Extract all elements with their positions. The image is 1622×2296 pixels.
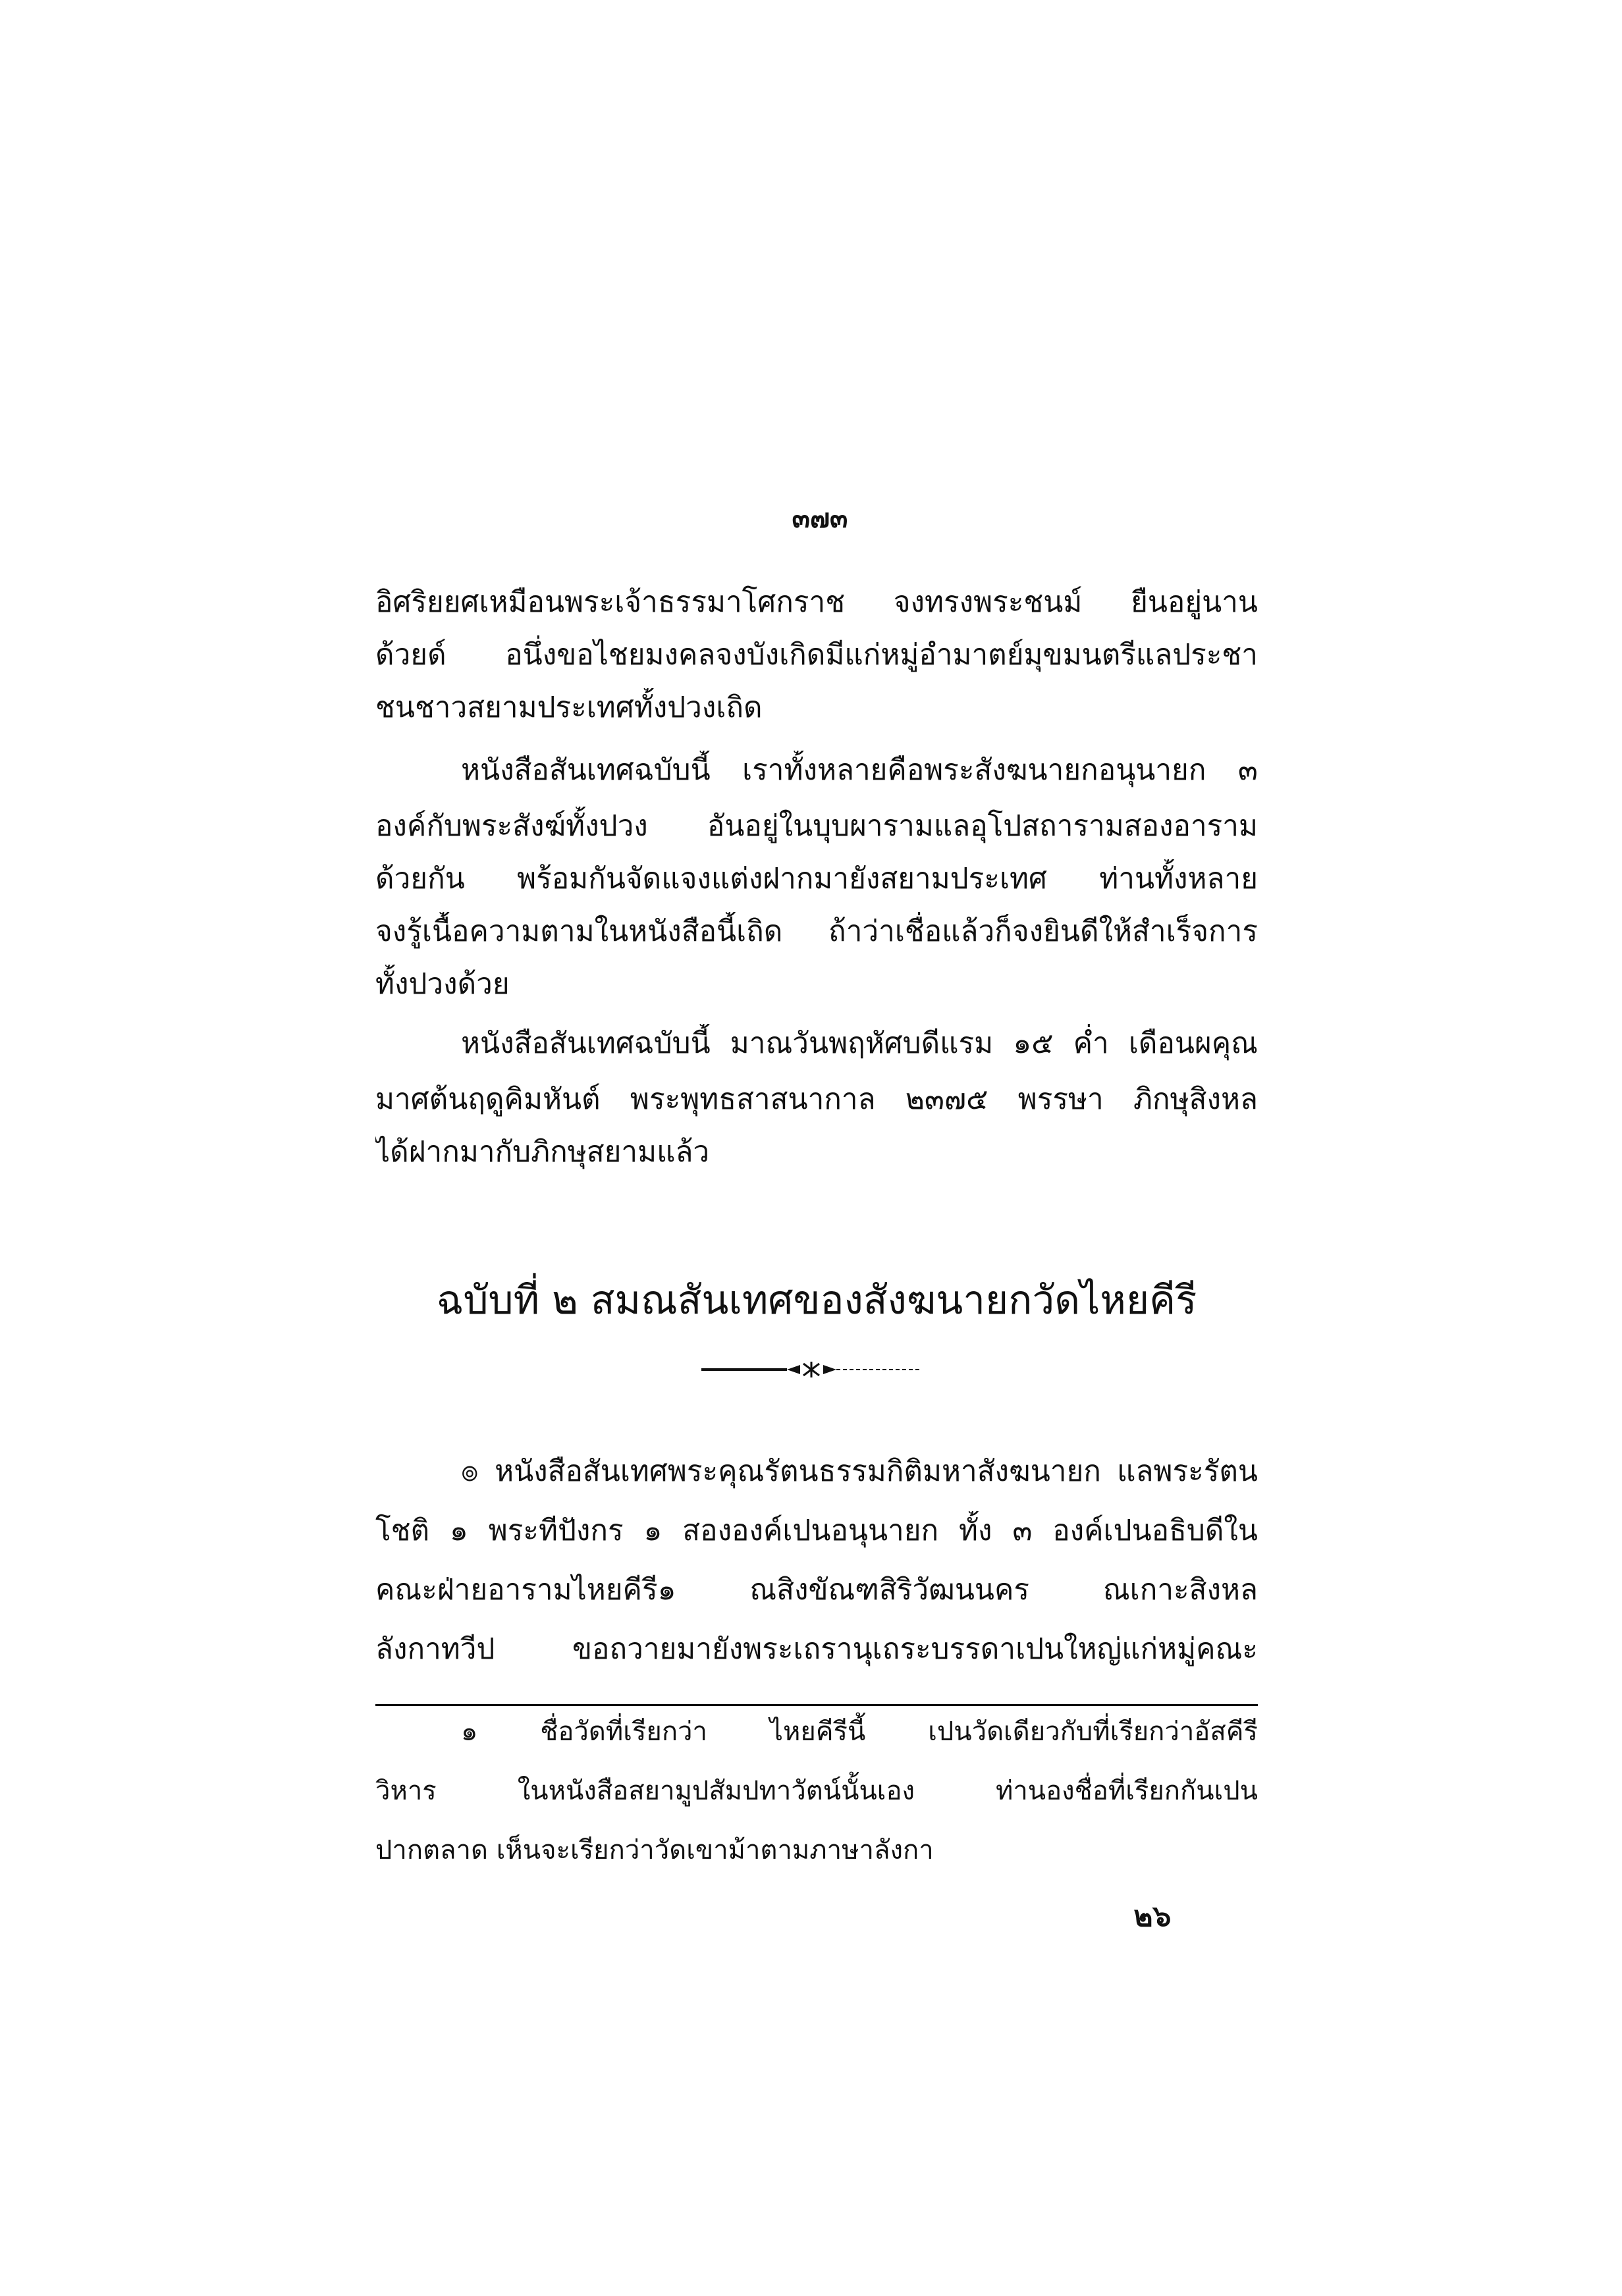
footnote-line: ปากตลาด เห็นจะเรียกว่าวัดเขาม้าตามภาษาลังกา bbox=[375, 1835, 934, 1865]
text-line: ได้ฝากมากับภิกษุสยามแล้ว bbox=[375, 1135, 710, 1169]
footnote-line: วิหาร ในหนังสือสยามูปสัมปทาวัตน์นั้นเอง ท่านองชื่อที่เรียกกันเปน bbox=[375, 1776, 1258, 1806]
text-line: อิศริยยศเหมือนพระเจ้าธรรมาโศกราช จงทรงพระชนม์ ยืนอยู่นาน bbox=[375, 585, 1258, 619]
running-page-number: ๓๗๓ bbox=[792, 503, 848, 534]
text-line: องค์กับพระสังฆ์ทั้งปวง อันอยู่ในบุบผารามแลอุโปสถารามสองอาราม bbox=[375, 809, 1258, 843]
text-line: โชติ ๑ พระทีปังกร ๑ สององค์เปนอนุนายก ทั้ง ๓ องค์เปนอธิบดีใน bbox=[375, 1514, 1258, 1547]
footnote-rule bbox=[375, 1704, 1258, 1706]
text-line: ๏ หนังสือสันเทศพระคุณรัตนธรรมกิติมหาสังฆนายก แลพระรัตน bbox=[461, 1455, 1258, 1488]
section-heading: ฉบับที่ ๒ สมณสันเทศของสังฆนายกวัดไหยคีรี bbox=[436, 1277, 1197, 1323]
page-number: ๒๖ bbox=[1133, 1900, 1172, 1933]
text-line: ด้วยกัน พร้อมกันจัดแจงแต่งฝากมายังสยามประเทศ ท่านทั้งหลาย bbox=[375, 862, 1258, 895]
text-line: หนังสือสันเทศฉบับนี้ มาณวันพฤหัศบดีแรม ๑๕ ค่ำ เดือนผคุณ bbox=[461, 1027, 1258, 1060]
text-line: มาศต้นฤดูคิมหันต์ พระพุทธสาสนากาล ๒๓๗๕ พรรษา ภิกษุสิงหล bbox=[375, 1082, 1258, 1116]
text-line: จงรู้เนื้อความตามในหนังสือนี้เถิด ถ้าว่าเชื่อแล้วก็จงยินดีให้สำเร็จการ bbox=[375, 915, 1258, 948]
text-line: ด้วยด์ อนึ่งขอไชยมงคลจงบังเกิดมีแก่หมู่อำมาตย์มุขมนตรีแลประชา bbox=[375, 638, 1258, 672]
footnote-line: ๑ ชื่อวัดที่เรียกว่า ไหยคีรีนี้ เปนวัดเดียวกับที่เรียกว่าอัสคีรี bbox=[461, 1717, 1258, 1747]
text-line: ลังกาทวีป ขอถวายมายังพระเถรานุเถระบรรดาเปนใหญ่แก่หมู่คณะ bbox=[375, 1632, 1258, 1666]
text-line: ชนชาวสยามประเทศทั้งปวงเถิด bbox=[375, 691, 763, 724]
text-line: คณะฝ่ายอารามไหยคีรี๑ ณสิงขัณฑสิริวัฒนนคร ณเกาะสิงหล bbox=[375, 1573, 1258, 1607]
text-line: ทั้งปวงด้วย bbox=[375, 967, 510, 1001]
ornament-divider bbox=[701, 1360, 922, 1379]
text-line: หนังสือสันเทศฉบับนี้ เราทั้งหลายคือพระสังฆนายกอนุนายก ๓ bbox=[461, 753, 1258, 787]
